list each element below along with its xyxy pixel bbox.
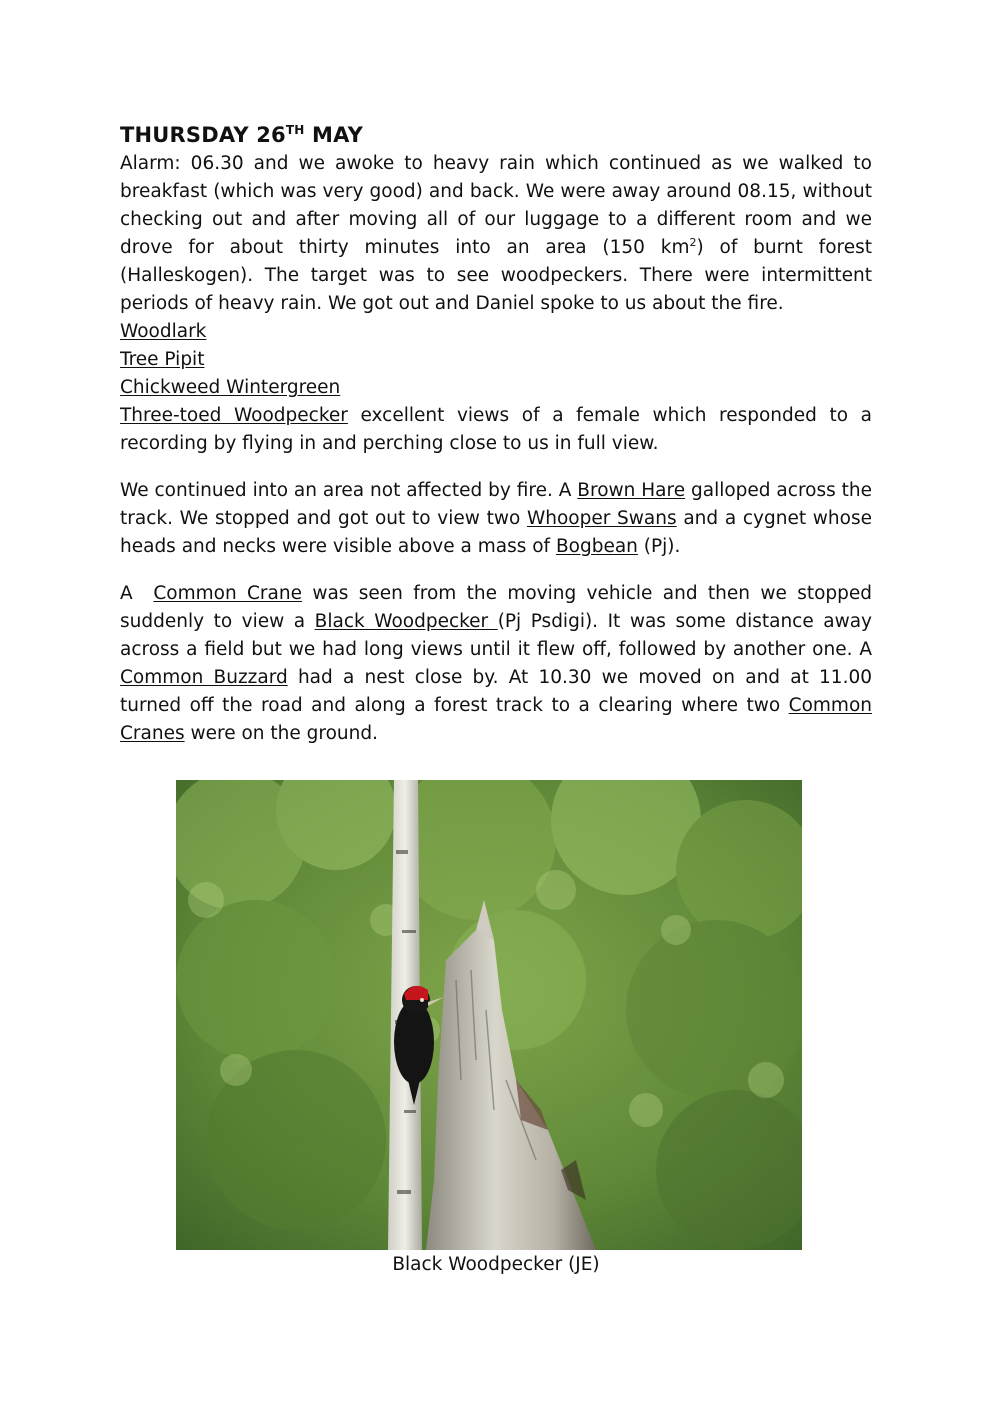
species-name: Brown Hare (577, 480, 686, 501)
list-item: Tree Pipit (120, 349, 205, 370)
paragraph-alarm: Alarm: 06.30 and we awoke to heavy rain which continued as we walked to breakfast (which was very good) and back. We were away around 08.15, without checking out and after moving all of our luggage to a different room and we drove for about thirty minutes into an area (150 $km^2$) of burnt forest (Halleskogen). The target was to see woodpeckers. There were intermittent periods of heavy rain. We got out and Daniel spoke to us about the fire. (120, 153, 872, 314)
species-name: Bogbean (555, 536, 638, 557)
title-tail: MAY (304, 123, 363, 147)
title-text: THURSDAY 26 (120, 123, 286, 147)
page-title (120, 120, 872, 150)
species-name: Common Crane (153, 583, 302, 604)
species-name: Black Woodpecker (314, 611, 498, 632)
report-content (120, 120, 872, 748)
woodpecker-photo-illustration (176, 780, 802, 1250)
species-name: Common Buzzard (120, 667, 288, 688)
species-name: Three-toed Woodpecker (120, 405, 348, 426)
species-name: Common Cranes (120, 695, 872, 744)
area-superscript: 2 (689, 236, 697, 249)
title-superscript: TH (285, 123, 305, 137)
paragraph-brown-hare: We continued into an area not affected by fire. A Brown Hare galloped across the track. We stopped and got out to view two Whooper Swans and a cygnet whose heads and necks were visible above a mass of Bogbean (Pj). (120, 480, 872, 557)
photo-caption: Black Woodpecker (JE) (392, 1254, 600, 1275)
list-item: Woodlark (120, 321, 207, 342)
paragraph-three-toed: Three-toed Woodpecker excellent views of a female which responded to a recording by flying in and perching close to us in full view. (120, 405, 873, 454)
woodpecker-photo (176, 780, 802, 1250)
species-list (120, 318, 872, 402)
list-item: Chickweed Wintergreen (120, 377, 341, 398)
paragraph-common-crane: A Common Crane was seen from the moving vehicle and then we stopped suddenly to view a Black Woodpecker (Pj Psdigi). It was some distance away across a field but we had long views until it flew off, followed by another one. A Common Buzzard had a nest close by. At 10.30 we moved on and at 11.00 turned off the road and along a forest track to a clearing where two Common Cranes were on the ground. (120, 583, 873, 744)
species-name: Whooper Swans (526, 508, 677, 529)
